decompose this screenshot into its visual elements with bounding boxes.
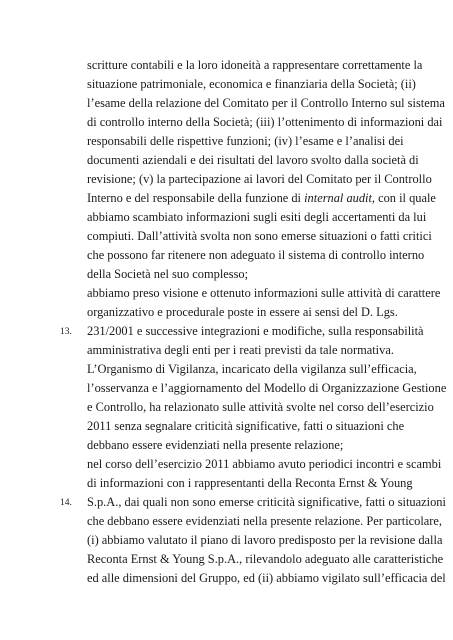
list-number: 13. bbox=[60, 327, 72, 337]
text-line: che debbano essere evidenziati nella presente relazione. Per particolare, bbox=[87, 514, 443, 528]
text-line: e Controllo, ha relazionato sulle attività svolte nel corso dell’esercizio bbox=[87, 400, 434, 414]
text-line: abbiamo scambiato informazioni sugli esiti degli accertamenti da lui bbox=[87, 210, 427, 224]
italic-term: internal audit bbox=[304, 191, 372, 205]
text-line: L’Organismo di Vigilanza, incaricato della vigilanza sull’efficacia, bbox=[87, 362, 417, 376]
text-line: compiuti. Dall’attività svolta non sono emerse situazioni o fatti critici bbox=[87, 229, 432, 243]
text-line: l’osservanza e l’aggiornamento del Modello di Organizzazione Gestione bbox=[87, 381, 447, 395]
text-line: (i) abbiamo valutato il piano di lavoro predisposto per la revisione dalla bbox=[87, 533, 443, 547]
text-line: della Società nel suo complesso; bbox=[87, 267, 249, 281]
text-line: responsabili delle rispettive funzioni; (iv) l’esame e l’analisi dei bbox=[87, 134, 404, 148]
list-number: 14. bbox=[60, 498, 72, 508]
text-line: nel corso dell’esercizio 2011 abbiamo avuto periodici incontri e scambi bbox=[87, 457, 442, 471]
text-segment: Interno e del responsabile della funzione di bbox=[87, 191, 305, 205]
text-line: l’esame della relazione del Comitato per il Controllo Interno sul sistema bbox=[87, 96, 445, 110]
text-segment: , con il quale bbox=[371, 191, 436, 205]
text-line: scritture contabili e la loro idoneità a rappresentare correttamente la bbox=[87, 58, 423, 72]
text-line bbox=[87, 191, 436, 206]
text-line: ed alle dimensioni del Gruppo, ed (ii) abbiamo vigilato sull’efficacia del bbox=[87, 571, 446, 585]
text-line: che possono far ritenere non adeguato il sistema di controllo interno bbox=[87, 248, 425, 262]
text-line: amministrativa degli enti per i reati previsti da tale normativa. bbox=[87, 343, 394, 357]
text-line: 2011 senza segnalare criticità significative, fatti o situazioni che bbox=[87, 419, 405, 433]
text-line: di controllo interno della Società; (iii) l’ottenimento di informazioni dai bbox=[87, 115, 443, 129]
text-line: Reconta Ernst & Young S.p.A., rilevandolo adeguato alle caratteristiche bbox=[87, 552, 444, 566]
text-line: di informazioni con i rappresentanti della Reconta Ernst & Young bbox=[87, 476, 413, 490]
text-line: organizzativo e procedurale poste in essere ai sensi del D. Lgs. bbox=[87, 305, 398, 319]
text-line: documenti aziendali e dei risultati del lavoro svolto dalla società di bbox=[87, 153, 419, 167]
text-line: debbano essere evidenziati nella presente relazione; bbox=[87, 438, 344, 452]
text-line: 231/2001 e successive integrazioni e modifiche, sulla responsabilità bbox=[87, 324, 424, 338]
text-line: revisione; (v) la partecipazione ai lavori del Comitato per il Controllo bbox=[87, 172, 432, 186]
text-line: situazione patrimoniale, economica e finanziaria della Società; (ii) bbox=[87, 77, 416, 91]
text-line: S.p.A., dai quali non sono emerse criticità significative, fatti o situazioni bbox=[87, 495, 446, 509]
text-line: abbiamo preso visione e ottenuto informazioni sulle attività di carattere bbox=[87, 286, 441, 300]
